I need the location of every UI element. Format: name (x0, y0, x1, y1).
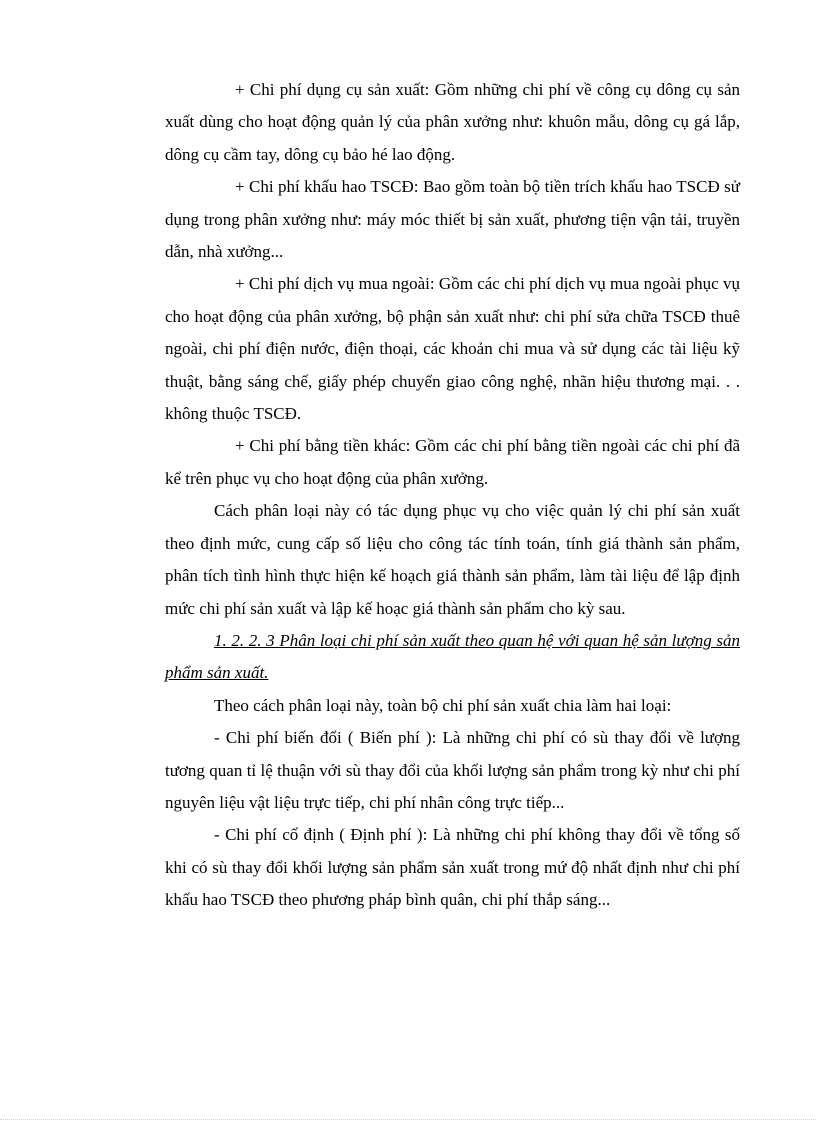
paragraph-two-types-intro: Theo cách phân loại này, toàn bộ chi phí sản xuất chia làm hai loại: (214, 695, 672, 715)
document-body (165, 74, 740, 917)
paragraph-depreciation-costs: + Chi phí khấu hao TSCĐ: Bao gồm toàn bộ tiền trích khấu hao TSCĐ sử dụng trong phân xưởng như: máy móc thiết bị sản xuất, phương tiện vận tải, truyền dẫn, nhà xưởng... (165, 177, 740, 262)
paragraph-variable-costs: - Chi phí biến đổi ( Biến phí ): Là những chi phí có sù thay đổi về lượng tương quan tỉ lệ thuận với sù thay đổi của khối lượng sản phẩm trong kỳ như chi phí nguyên liệu vật liệu trực tiếp, chi phí nhân công trực tiếp... (165, 728, 740, 812)
section-heading: 1. 2. 2. 3 Phân loại chi phí sản xuất theo quan hệ với quan hệ sản lượng sản phẩm sản xuất. (165, 630, 740, 683)
paragraph-classification-purpose: Cách phân loại này có tác dụng phục vụ cho việc quản lý chi phí sản xuất theo định mức, cung cấp số liệu cho công tác tính toán, tính giá thành sản phẩm, phân tích tình hình thực hiện kế hoạch giá thành sản phẩm, làm tài liệu để lập định mức chi phí sản xuất và lập kế hoạc giá thành sản phẩm cho kỳ sau. (165, 501, 740, 618)
paragraph-fixed-costs: - Chi phí cố định ( Định phí ): Là những chi phí không thay đổi về tổng số khi có sù thay đổi khối lượng sản phẩm sản xuất trong mứ độ nhất định như chi phí khấu hao TSCĐ theo phương pháp bình quân, chi phí thắp sáng... (165, 825, 740, 910)
page-bottom-divider (0, 1119, 816, 1120)
paragraph-outsourced-service-costs: + Chi phí dịch vụ mua ngoài: Gồm các chi phí dịch vụ mua ngoài phục vụ cho hoạt động của phân xưởng, bộ phận sản xuất như: chi phí sửa chữa TSCĐ thuê ngoài, chi phí điện nước, điện thoại, các khoản chi mua và sử dụng các tài liệu kỹ thuật, bằng sáng chế, giấy phép chuyển giao công nghệ, nhãn hiệu thương mại. . . không thuộc TSCĐ. (165, 274, 740, 424)
paragraph-tool-costs: + Chi phí dụng cụ sản xuất: Gồm những chi phí về công cụ dông cụ sản xuất dùng cho hoạt động quản lý của phân xưởng như: khuôn mẫu, dông cụ gá lắp, dông cụ cầm tay, dông cụ bảo hé lao động. (165, 80, 740, 164)
paragraph-other-cash-costs: + Chi phí bằng tiền khác: Gồm các chi phí bằng tiền ngoài các chi phí đã kể trên phục vụ cho hoạt động của phân xưởng. (165, 436, 740, 488)
